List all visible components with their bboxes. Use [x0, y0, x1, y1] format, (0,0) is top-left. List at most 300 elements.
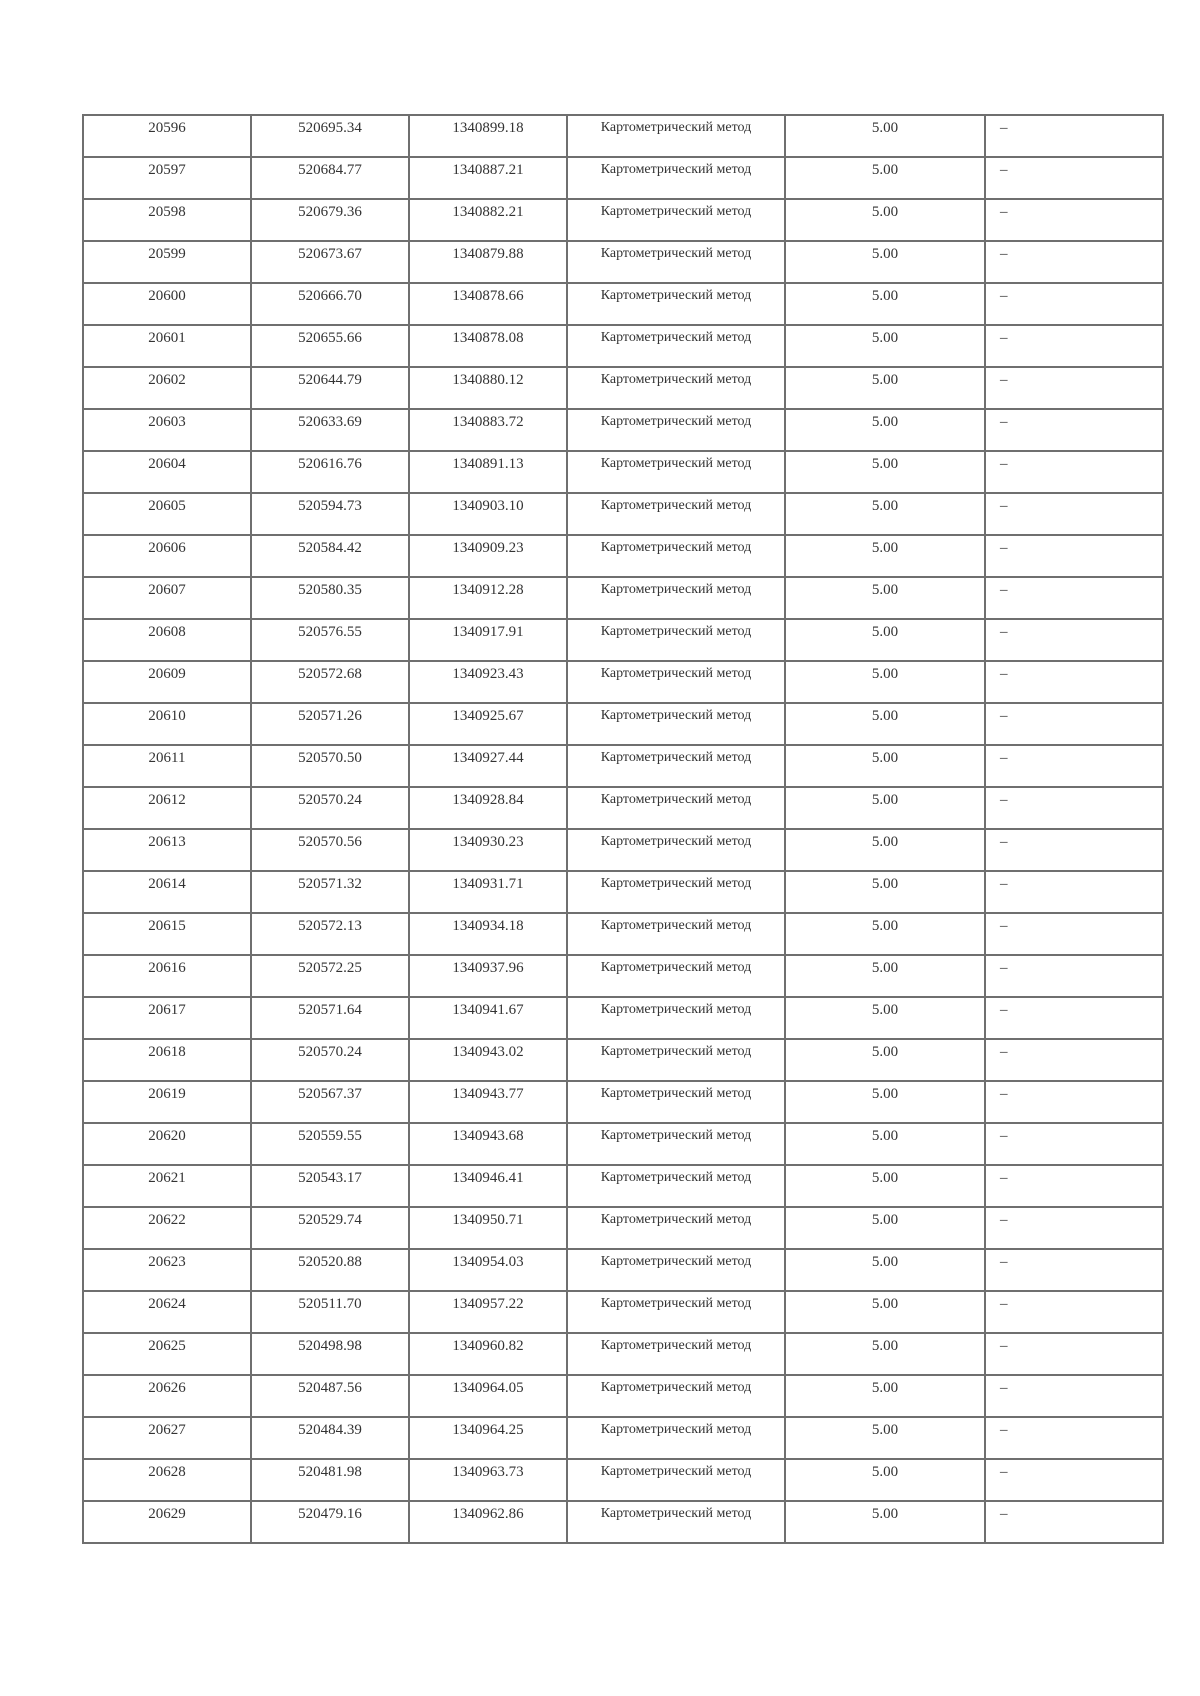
y-coordinate-text: 1340882.21	[452, 204, 524, 220]
accuracy-cell	[785, 1165, 985, 1207]
x-coordinate-text: 520479.16	[298, 1506, 362, 1522]
y-coordinate-cell	[409, 1291, 567, 1333]
y-coordinate-text: 1340937.96	[452, 960, 524, 976]
y-coordinate-cell	[409, 577, 567, 619]
y-coordinate-text: 1340917.91	[452, 624, 524, 640]
note-text: –	[1000, 1296, 1008, 1312]
method-cell	[567, 1249, 785, 1291]
note-text: –	[1000, 246, 1008, 262]
x-coordinate-cell	[251, 1501, 409, 1543]
y-coordinate-cell	[409, 1123, 567, 1165]
y-coordinate-cell	[409, 1417, 567, 1459]
point-number-cell	[83, 1291, 251, 1333]
x-coordinate-text: 520520.88	[298, 1254, 362, 1270]
note-cell	[985, 1081, 1163, 1123]
accuracy-cell	[785, 745, 985, 787]
x-coordinate-text: 520572.25	[298, 960, 362, 976]
note-text: –	[1000, 1422, 1008, 1438]
x-coordinate-cell	[251, 115, 409, 157]
method-cell	[567, 535, 785, 577]
accuracy-text: 5.00	[871, 120, 899, 136]
accuracy-text: 5.00	[871, 1254, 899, 1270]
note-cell	[985, 157, 1163, 199]
note-text: –	[1000, 540, 1008, 556]
method-text: Картометрический метод	[600, 1086, 752, 1101]
note-cell	[985, 283, 1163, 325]
point-number-text: 20627	[148, 1422, 186, 1438]
method-text: Картометрический метод	[600, 540, 752, 555]
x-coordinate-text: 520633.69	[298, 414, 362, 430]
accuracy-text: 5.00	[871, 666, 899, 682]
y-coordinate-text: 1340963.73	[452, 1464, 524, 1480]
point-number-text: 20596	[148, 120, 186, 136]
x-coordinate-cell	[251, 1165, 409, 1207]
point-number-text: 20616	[148, 960, 186, 976]
note-cell	[985, 1123, 1163, 1165]
table-row	[83, 325, 1163, 367]
y-coordinate-cell	[409, 493, 567, 535]
y-coordinate-cell	[409, 1375, 567, 1417]
y-coordinate-text: 1340880.12	[452, 372, 524, 388]
x-coordinate-cell	[251, 1291, 409, 1333]
note-text: –	[1000, 162, 1008, 178]
accuracy-cell	[785, 325, 985, 367]
accuracy-cell	[785, 1375, 985, 1417]
accuracy-text: 5.00	[871, 750, 899, 766]
y-coordinate-text: 1340925.67	[452, 708, 524, 724]
note-text: –	[1000, 1212, 1008, 1228]
x-coordinate-text: 520679.36	[298, 204, 362, 220]
note-text: –	[1000, 1506, 1008, 1522]
x-coordinate-cell	[251, 787, 409, 829]
y-coordinate-text: 1340891.13	[452, 456, 524, 472]
note-cell	[985, 955, 1163, 997]
y-coordinate-text: 1340950.71	[452, 1212, 524, 1228]
note-cell	[985, 871, 1163, 913]
y-coordinate-cell	[409, 1459, 567, 1501]
note-text: –	[1000, 918, 1008, 934]
x-coordinate-cell	[251, 1123, 409, 1165]
point-number-cell	[83, 703, 251, 745]
method-text: Картометрический метод	[600, 1002, 752, 1017]
method-text: Картометрический метод	[600, 372, 752, 387]
method-cell	[567, 1291, 785, 1333]
point-number-cell	[83, 1459, 251, 1501]
x-coordinate-cell	[251, 1039, 409, 1081]
table-row	[83, 913, 1163, 955]
y-coordinate-text: 1340964.05	[452, 1380, 524, 1396]
y-coordinate-text: 1340964.25	[452, 1422, 524, 1438]
method-cell	[567, 493, 785, 535]
y-coordinate-text: 1340946.41	[452, 1170, 524, 1186]
note-cell	[985, 661, 1163, 703]
method-text: Картометрический метод	[600, 1464, 752, 1479]
x-coordinate-text: 520570.56	[298, 834, 362, 850]
coordinates-table	[82, 114, 1164, 1544]
x-coordinate-text: 520484.39	[298, 1422, 362, 1438]
accuracy-cell	[785, 829, 985, 871]
note-cell	[985, 1165, 1163, 1207]
accuracy-cell	[785, 535, 985, 577]
x-coordinate-text: 520666.70	[298, 288, 362, 304]
table-row	[83, 871, 1163, 913]
point-number-text: 20601	[148, 330, 186, 346]
y-coordinate-text: 1340941.67	[452, 1002, 524, 1018]
x-coordinate-text: 520570.24	[298, 1044, 362, 1060]
method-cell	[567, 661, 785, 703]
point-number-text: 20608	[148, 624, 186, 640]
method-cell	[567, 451, 785, 493]
point-number-cell	[83, 367, 251, 409]
x-coordinate-text: 520571.26	[298, 708, 362, 724]
y-coordinate-cell	[409, 997, 567, 1039]
accuracy-text: 5.00	[871, 876, 899, 892]
accuracy-text: 5.00	[871, 1338, 899, 1354]
y-coordinate-text: 1340879.88	[452, 246, 524, 262]
y-coordinate-text: 1340912.28	[452, 582, 524, 598]
accuracy-text: 5.00	[871, 204, 899, 220]
method-cell	[567, 1039, 785, 1081]
x-coordinate-cell	[251, 913, 409, 955]
method-cell	[567, 1123, 785, 1165]
note-cell	[985, 1207, 1163, 1249]
y-coordinate-cell	[409, 199, 567, 241]
point-number-cell	[83, 1417, 251, 1459]
note-cell	[985, 367, 1163, 409]
point-number-cell	[83, 199, 251, 241]
note-text: –	[1000, 582, 1008, 598]
method-text: Картометрический метод	[600, 1170, 752, 1185]
method-text: Картометрический метод	[600, 1338, 752, 1353]
x-coordinate-cell	[251, 577, 409, 619]
y-coordinate-text: 1340878.66	[452, 288, 524, 304]
table-row	[83, 703, 1163, 745]
accuracy-cell	[785, 409, 985, 451]
accuracy-text: 5.00	[871, 624, 899, 640]
x-coordinate-text: 520695.34	[298, 120, 362, 136]
table-row	[83, 1249, 1163, 1291]
x-coordinate-cell	[251, 745, 409, 787]
note-text: –	[1000, 1170, 1008, 1186]
y-coordinate-cell	[409, 1039, 567, 1081]
accuracy-cell	[785, 955, 985, 997]
method-text: Картометрический метод	[600, 330, 752, 345]
x-coordinate-text: 520616.76	[298, 456, 362, 472]
y-coordinate-text: 1340887.21	[452, 162, 524, 178]
method-cell	[567, 1459, 785, 1501]
point-number-cell	[83, 829, 251, 871]
method-text: Картометрический метод	[600, 834, 752, 849]
point-number-cell	[83, 997, 251, 1039]
accuracy-text: 5.00	[871, 918, 899, 934]
note-cell	[985, 787, 1163, 829]
table-row	[83, 283, 1163, 325]
point-number-cell	[83, 577, 251, 619]
table-row	[83, 199, 1163, 241]
y-coordinate-cell	[409, 325, 567, 367]
point-number-cell	[83, 955, 251, 997]
note-text: –	[1000, 834, 1008, 850]
accuracy-text: 5.00	[871, 456, 899, 472]
y-coordinate-cell	[409, 1081, 567, 1123]
y-coordinate-cell	[409, 1207, 567, 1249]
y-coordinate-cell	[409, 1249, 567, 1291]
method-cell	[567, 619, 785, 661]
x-coordinate-text: 520684.77	[298, 162, 362, 178]
accuracy-cell	[785, 1291, 985, 1333]
note-text: –	[1000, 1464, 1008, 1480]
x-coordinate-cell	[251, 241, 409, 283]
x-coordinate-text: 520655.66	[298, 330, 362, 346]
y-coordinate-text: 1340909.23	[452, 540, 524, 556]
method-cell	[567, 1165, 785, 1207]
accuracy-cell	[785, 115, 985, 157]
y-coordinate-cell	[409, 241, 567, 283]
note-cell	[985, 1291, 1163, 1333]
accuracy-cell	[785, 661, 985, 703]
note-cell	[985, 451, 1163, 493]
accuracy-text: 5.00	[871, 1086, 899, 1102]
method-text: Картометрический метод	[600, 246, 752, 261]
accuracy-text: 5.00	[871, 1380, 899, 1396]
method-cell	[567, 241, 785, 283]
point-number-text: 20619	[148, 1086, 186, 1102]
note-text: –	[1000, 1086, 1008, 1102]
method-cell	[567, 367, 785, 409]
y-coordinate-cell	[409, 367, 567, 409]
note-cell	[985, 1375, 1163, 1417]
table-row	[83, 745, 1163, 787]
method-text: Картометрический метод	[600, 1506, 752, 1521]
method-cell	[567, 955, 785, 997]
note-text: –	[1000, 1002, 1008, 1018]
accuracy-text: 5.00	[871, 1464, 899, 1480]
method-cell	[567, 1501, 785, 1543]
y-coordinate-text: 1340923.43	[452, 666, 524, 682]
x-coordinate-cell	[251, 1333, 409, 1375]
accuracy-cell	[785, 787, 985, 829]
table-row	[83, 1501, 1163, 1543]
y-coordinate-text: 1340903.10	[452, 498, 524, 514]
x-coordinate-text: 520571.64	[298, 1002, 362, 1018]
accuracy-text: 5.00	[871, 498, 899, 514]
method-text: Картометрический метод	[600, 120, 752, 135]
method-text: Картометрический метод	[600, 456, 752, 471]
accuracy-cell	[785, 493, 985, 535]
accuracy-text: 5.00	[871, 708, 899, 724]
point-number-text: 20628	[148, 1464, 186, 1480]
point-number-text: 20604	[148, 456, 186, 472]
point-number-cell	[83, 871, 251, 913]
note-text: –	[1000, 1044, 1008, 1060]
x-coordinate-text: 520529.74	[298, 1212, 362, 1228]
accuracy-text: 5.00	[871, 1422, 899, 1438]
y-coordinate-text: 1340927.44	[452, 750, 524, 766]
point-number-text: 20602	[148, 372, 186, 388]
note-cell	[985, 997, 1163, 1039]
note-cell	[985, 1501, 1163, 1543]
x-coordinate-cell	[251, 283, 409, 325]
y-coordinate-text: 1340943.68	[452, 1128, 524, 1144]
method-text: Картометрический метод	[600, 288, 752, 303]
accuracy-text: 5.00	[871, 1044, 899, 1060]
method-text: Картометрический метод	[600, 1128, 752, 1143]
accuracy-cell	[785, 241, 985, 283]
note-text: –	[1000, 1338, 1008, 1354]
x-coordinate-cell	[251, 493, 409, 535]
point-number-text: 20622	[148, 1212, 186, 1228]
accuracy-text: 5.00	[871, 582, 899, 598]
note-text: –	[1000, 708, 1008, 724]
point-number-cell	[83, 451, 251, 493]
note-cell	[985, 493, 1163, 535]
table-row	[83, 1039, 1163, 1081]
table-row	[83, 493, 1163, 535]
x-coordinate-text: 520571.32	[298, 876, 362, 892]
accuracy-cell	[785, 451, 985, 493]
x-coordinate-cell	[251, 703, 409, 745]
method-text: Картометрический метод	[600, 750, 752, 765]
point-number-text: 20606	[148, 540, 186, 556]
method-cell	[567, 913, 785, 955]
table-row	[83, 1165, 1163, 1207]
accuracy-text: 5.00	[871, 330, 899, 346]
table-row	[83, 661, 1163, 703]
coordinates-table-body	[83, 115, 1163, 1543]
x-coordinate-text: 520576.55	[298, 624, 362, 640]
table-row	[83, 451, 1163, 493]
point-number-text: 20624	[148, 1296, 186, 1312]
point-number-cell	[83, 1501, 251, 1543]
y-coordinate-cell	[409, 703, 567, 745]
note-text: –	[1000, 372, 1008, 388]
y-coordinate-cell	[409, 913, 567, 955]
point-number-cell	[83, 1039, 251, 1081]
note-text: –	[1000, 456, 1008, 472]
y-coordinate-cell	[409, 451, 567, 493]
y-coordinate-cell	[409, 157, 567, 199]
note-cell	[985, 535, 1163, 577]
x-coordinate-cell	[251, 1081, 409, 1123]
x-coordinate-text: 520594.73	[298, 498, 362, 514]
method-cell	[567, 115, 785, 157]
table-row	[83, 1291, 1163, 1333]
x-coordinate-cell	[251, 199, 409, 241]
accuracy-cell	[785, 1039, 985, 1081]
y-coordinate-cell	[409, 1501, 567, 1543]
note-text: –	[1000, 330, 1008, 346]
x-coordinate-text: 520511.70	[298, 1296, 362, 1312]
x-coordinate-text: 520559.55	[298, 1128, 362, 1144]
method-cell	[567, 1417, 785, 1459]
method-cell	[567, 157, 785, 199]
note-cell	[985, 115, 1163, 157]
note-text: –	[1000, 288, 1008, 304]
note-cell	[985, 241, 1163, 283]
x-coordinate-text: 520572.68	[298, 666, 362, 682]
note-text: –	[1000, 414, 1008, 430]
note-text: –	[1000, 1254, 1008, 1270]
method-cell	[567, 1333, 785, 1375]
accuracy-cell	[785, 1333, 985, 1375]
note-text: –	[1000, 120, 1008, 136]
accuracy-cell	[785, 1417, 985, 1459]
accuracy-cell	[785, 703, 985, 745]
x-coordinate-text: 520570.24	[298, 792, 362, 808]
note-text: –	[1000, 1128, 1008, 1144]
accuracy-cell	[785, 1123, 985, 1165]
method-text: Картометрический метод	[600, 792, 752, 807]
note-cell	[985, 325, 1163, 367]
accuracy-text: 5.00	[871, 1506, 899, 1522]
method-text: Картометрический метод	[600, 624, 752, 639]
accuracy-text: 5.00	[871, 1296, 899, 1312]
point-number-cell	[83, 283, 251, 325]
point-number-text: 20610	[148, 708, 186, 724]
x-coordinate-cell	[251, 409, 409, 451]
table-row	[83, 241, 1163, 283]
point-number-cell	[83, 787, 251, 829]
accuracy-cell	[785, 1459, 985, 1501]
accuracy-cell	[785, 619, 985, 661]
point-number-cell	[83, 1333, 251, 1375]
point-number-text: 20599	[148, 246, 186, 262]
table-row	[83, 787, 1163, 829]
x-coordinate-cell	[251, 955, 409, 997]
accuracy-text: 5.00	[871, 162, 899, 178]
method-cell	[567, 1375, 785, 1417]
point-number-text: 20609	[148, 666, 186, 682]
y-coordinate-cell	[409, 535, 567, 577]
x-coordinate-text: 520580.35	[298, 582, 362, 598]
point-number-cell	[83, 1081, 251, 1123]
point-number-cell	[83, 535, 251, 577]
note-cell	[985, 577, 1163, 619]
point-number-cell	[83, 619, 251, 661]
method-text: Картометрический метод	[600, 708, 752, 723]
x-coordinate-cell	[251, 829, 409, 871]
point-number-cell	[83, 115, 251, 157]
method-text: Картометрический метод	[600, 162, 752, 177]
method-cell	[567, 871, 785, 913]
x-coordinate-cell	[251, 367, 409, 409]
point-number-text: 20614	[148, 876, 186, 892]
point-number-cell	[83, 913, 251, 955]
y-coordinate-text: 1340954.03	[452, 1254, 524, 1270]
point-number-cell	[83, 1123, 251, 1165]
accuracy-text: 5.00	[871, 414, 899, 430]
note-text: –	[1000, 666, 1008, 682]
note-text: –	[1000, 876, 1008, 892]
method-text: Картометрический метод	[600, 1296, 752, 1311]
x-coordinate-text: 520481.98	[298, 1464, 362, 1480]
method-cell	[567, 577, 785, 619]
note-cell	[985, 913, 1163, 955]
accuracy-text: 5.00	[871, 1212, 899, 1228]
point-number-text: 20605	[148, 498, 186, 514]
y-coordinate-cell	[409, 1333, 567, 1375]
method-cell	[567, 1081, 785, 1123]
method-cell	[567, 199, 785, 241]
accuracy-text: 5.00	[871, 1128, 899, 1144]
point-number-text: 20621	[148, 1170, 186, 1186]
y-coordinate-text: 1340878.08	[452, 330, 524, 346]
note-cell	[985, 1249, 1163, 1291]
note-text: –	[1000, 750, 1008, 766]
y-coordinate-text: 1340943.77	[452, 1086, 524, 1102]
method-cell	[567, 409, 785, 451]
point-number-cell	[83, 325, 251, 367]
